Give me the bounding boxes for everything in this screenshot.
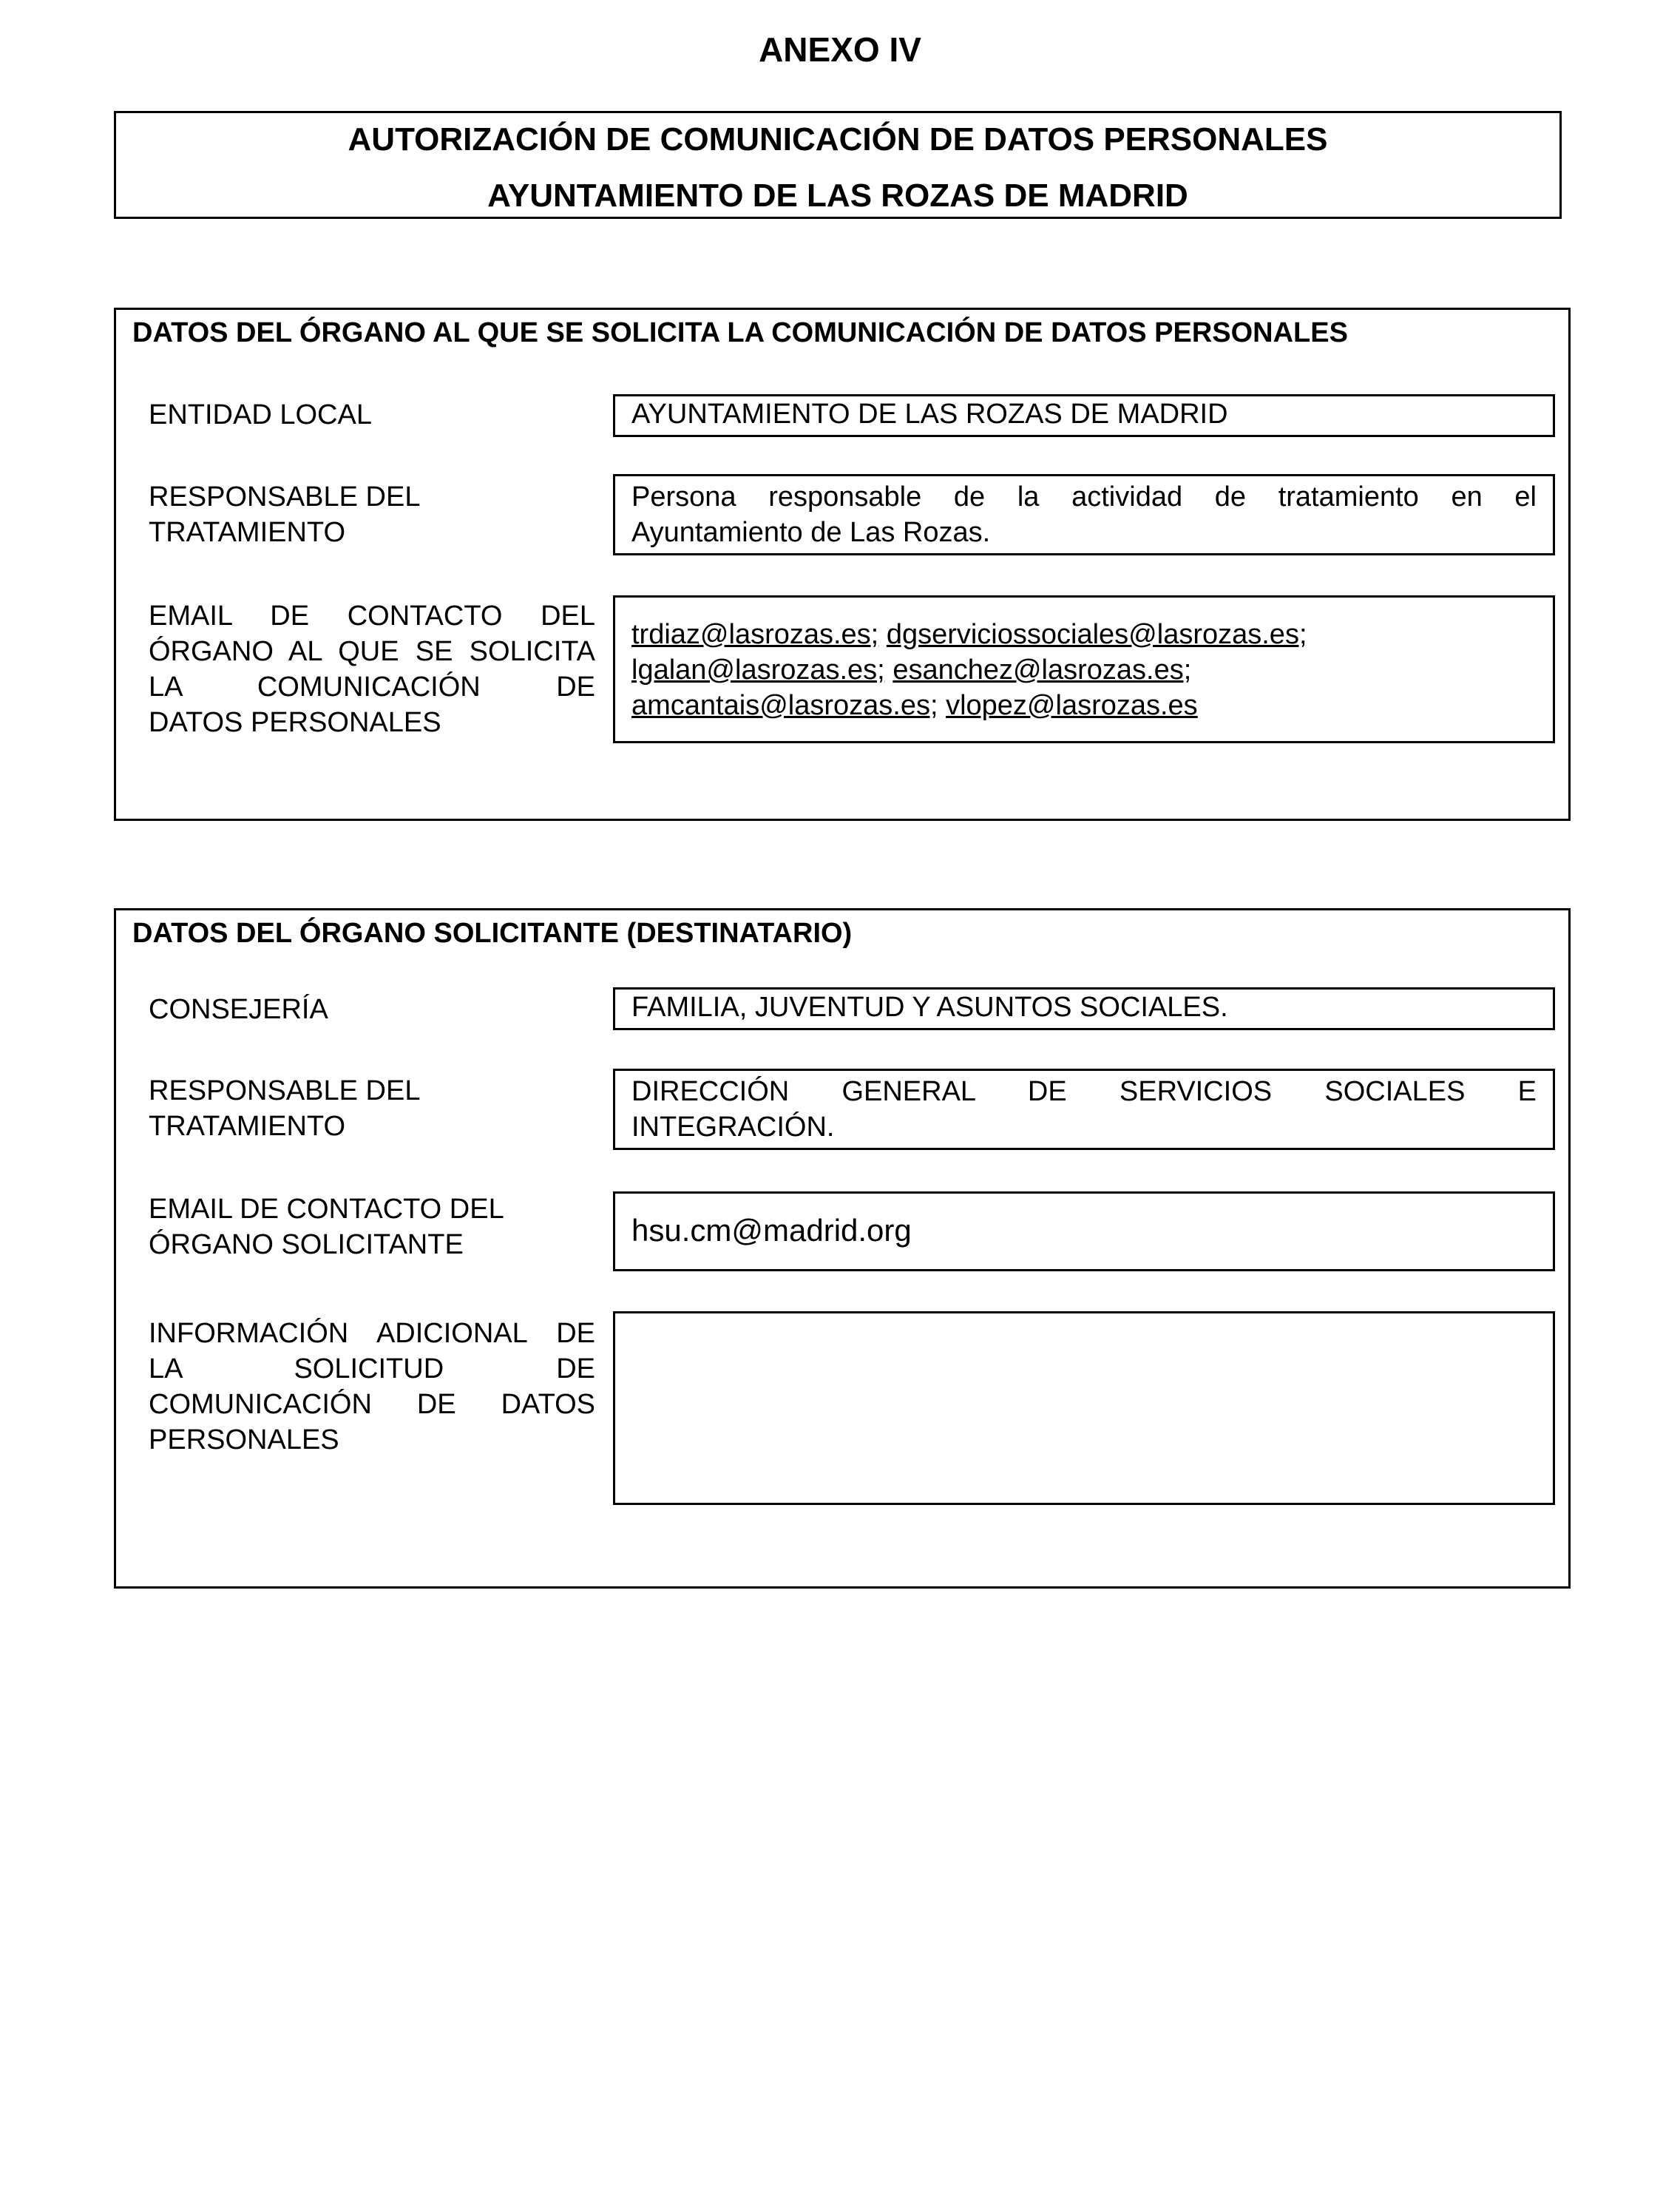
responsable-2-value-line1: DIRECCIÓN GENERAL DE SERVICIOS SOCIALES E [631,1076,1537,1107]
consejeria-label: CONSEJERÍA [149,994,328,1025]
header-title: AUTORIZACIÓN DE COMUNICACIÓN DE DATOS PERSONALES [348,121,1328,158]
responsable-1-value-line1: Persona responsable de la actividad de tratamiento en el [631,481,1537,513]
email-1-line2 [631,652,1537,688]
section-organo-solicitado [114,308,1571,821]
document-header [114,111,1562,219]
responsable-2-label-line1: RESPONSABLE DEL [149,1075,421,1106]
info-label-line2: LA SOLICITUD DE [149,1353,595,1384]
info-label [149,1316,595,1458]
email-link[interactable]: esanchez@lasrozas.es; [892,655,1192,686]
email-1-line3 [631,688,1537,723]
section-2-title: DATOS DEL ÓRGANO SOLICITANTE (DESTINATARIO) [132,918,853,949]
email-2-label [149,1191,595,1262]
responsable-1-label-line1: RESPONSABLE DEL [149,481,421,513]
email-link[interactable]: lgalan@lasrozas.es; [631,655,885,686]
email-1-field [613,595,1555,743]
email-link[interactable]: dgserviciossociales@lasrozas.es; [886,619,1307,650]
section-1-title: DATOS DEL ÓRGANO AL QUE SE SOLICITA LA COMUNICACIÓN DE DATOS PERSONALES [132,317,1348,348]
annex-title: ANEXO IV [759,30,921,69]
responsable-2-label [149,1073,595,1144]
info-field[interactable] [613,1311,1555,1505]
email-link[interactable]: vlopez@lasrozas.es [946,690,1198,721]
info-label-line3: COMUNICACIÓN DE DATOS [149,1389,595,1420]
email-1-line1 [631,617,1537,652]
email-1-label [149,598,595,740]
responsable-1-label-line2: TRATAMIENTO [149,517,345,548]
info-label-line4: PERSONALES [149,1424,339,1455]
email-link[interactable]: amcantais@lasrozas.es; [631,690,938,721]
responsable-1-label [149,479,595,550]
responsable-1-value-line2: Ayuntamiento de Las Rozas. [631,517,991,548]
responsable-2-field[interactable] [613,1069,1555,1150]
header-subtitle: AYUNTAMIENTO DE LAS ROZAS DE MADRID [487,177,1188,214]
consejeria-value: FAMILIA, JUVENTUD Y ASUNTOS SOCIALES. [631,992,1228,1023]
responsable-2-value-line2: INTEGRACIÓN. [631,1112,835,1143]
entidad-local-value: AYUNTAMIENTO DE LAS ROZAS DE MADRID [631,399,1228,430]
info-label-line1: INFORMACIÓN ADICIONAL DE [149,1318,595,1349]
email-2-field[interactable] [613,1191,1555,1271]
email-1-label-line4: DATOS PERSONALES [149,707,441,738]
email-1-label-line1: EMAIL DE CONTACTO DEL [149,601,595,632]
email-2-label-line2: ÓRGANO SOLICITANTE [149,1229,464,1260]
email-2-label-line1: EMAIL DE CONTACTO DEL [149,1194,504,1225]
email-1-label-line2: ÓRGANO AL QUE SE SOLICITA [149,636,595,667]
responsable-1-field[interactable] [613,474,1555,555]
section-organo-solicitante [114,908,1571,1589]
email-2-value: hsu.cm@madrid.org [631,1213,912,1248]
email-link[interactable]: trdiaz@lasrozas.es; [631,619,879,650]
email-1-label-line3: LA COMUNICACIÓN DE [149,672,595,703]
consejeria-field[interactable] [613,987,1555,1030]
responsable-2-label-line2: TRATAMIENTO [149,1111,345,1142]
entidad-local-field[interactable] [613,394,1555,437]
entidad-local-label: ENTIDAD LOCAL [149,399,372,430]
